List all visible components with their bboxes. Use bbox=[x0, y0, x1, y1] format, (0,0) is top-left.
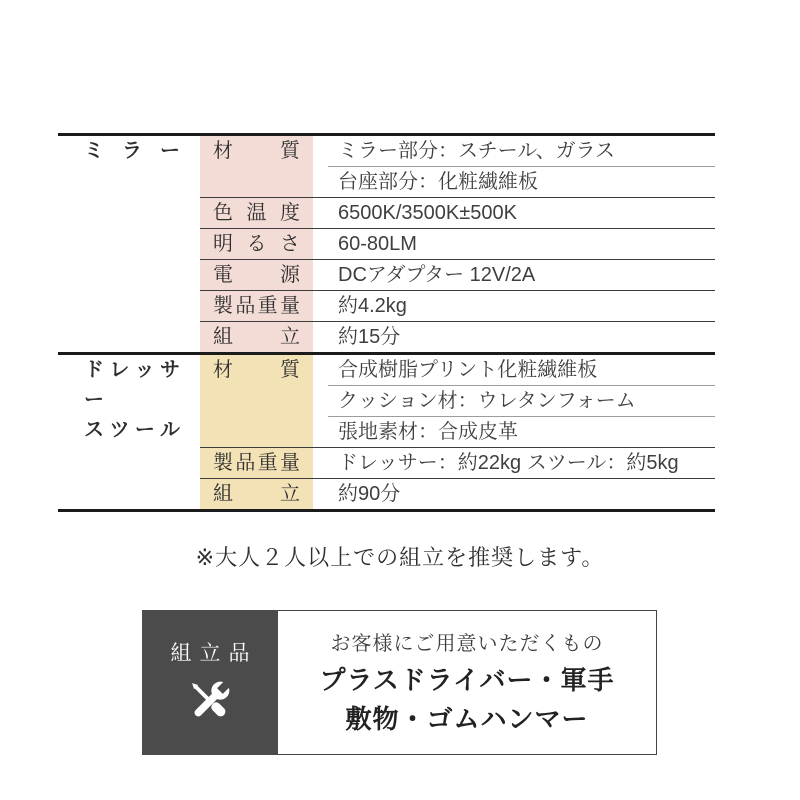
attr-value: ミラー部分：スチール、ガラス bbox=[338, 140, 615, 162]
table-row bbox=[200, 355, 715, 447]
spec-rows bbox=[200, 355, 715, 509]
tools-line-1: プラスドライバー・軍手 bbox=[319, 664, 615, 695]
category-label: ミラー bbox=[84, 140, 180, 162]
attr-value: クッション材：ウレタンフォーム bbox=[328, 385, 715, 416]
attr-value: 約15分 bbox=[338, 326, 401, 348]
attr-value: 6500K/3500K±500K bbox=[338, 202, 517, 224]
table-row bbox=[200, 447, 715, 478]
badge-label: 組立品 bbox=[170, 642, 258, 665]
attr-label: 製品重量 bbox=[213, 295, 300, 317]
spec-section-dresser bbox=[58, 352, 715, 512]
table-row bbox=[200, 321, 715, 352]
attr-label: 電源 bbox=[213, 264, 300, 286]
table-row bbox=[200, 197, 715, 228]
attr-value: 台座部分：化粧繊維板 bbox=[328, 166, 715, 197]
assembly-note: ※大人２人以上での組立を推奨します。 bbox=[195, 545, 605, 570]
table-row bbox=[200, 228, 715, 259]
category-label: スツール bbox=[84, 419, 180, 441]
attr-label: 明るさ bbox=[213, 233, 300, 255]
table-row bbox=[200, 259, 715, 290]
category-cell-dresser bbox=[58, 355, 200, 509]
attr-label: 色温度 bbox=[213, 202, 300, 224]
assembly-badge bbox=[142, 610, 278, 755]
attr-value: 60-80LM bbox=[338, 233, 417, 255]
attr-value: 約4.2kg bbox=[338, 295, 407, 317]
attr-value: 合成樹脂プリント化粧繊維板 bbox=[338, 359, 598, 381]
table-row bbox=[200, 136, 715, 197]
attr-label: 製品重量 bbox=[213, 452, 300, 474]
attr-value: 張地素材：合成皮革 bbox=[328, 416, 715, 447]
category-label: ドレッサー bbox=[84, 359, 180, 411]
attr-value: ドレッサー：約22kg スツール：約5kg bbox=[338, 452, 679, 474]
attr-label: 材質 bbox=[213, 359, 300, 381]
wrench-screwdriver-icon bbox=[183, 674, 237, 728]
spec-section-mirror bbox=[58, 133, 715, 352]
attr-value: 約90分 bbox=[338, 483, 401, 505]
attr-value: DCアダプター 12V/2A bbox=[338, 264, 536, 286]
spec-table bbox=[58, 133, 715, 512]
attr-label: 材質 bbox=[213, 140, 300, 162]
table-row bbox=[200, 290, 715, 321]
panel-heading: お客様にご用意いただくもの bbox=[330, 632, 604, 655]
tools-line-2: 敷物・ゴムハンマー bbox=[345, 703, 589, 734]
attr-label: 組立 bbox=[213, 326, 300, 348]
spec-rows bbox=[200, 136, 715, 352]
category-cell-mirror bbox=[58, 136, 200, 352]
attr-label: 組立 bbox=[213, 483, 300, 505]
table-row bbox=[200, 478, 715, 509]
assembly-box bbox=[142, 610, 657, 755]
assembly-panel bbox=[278, 610, 657, 755]
